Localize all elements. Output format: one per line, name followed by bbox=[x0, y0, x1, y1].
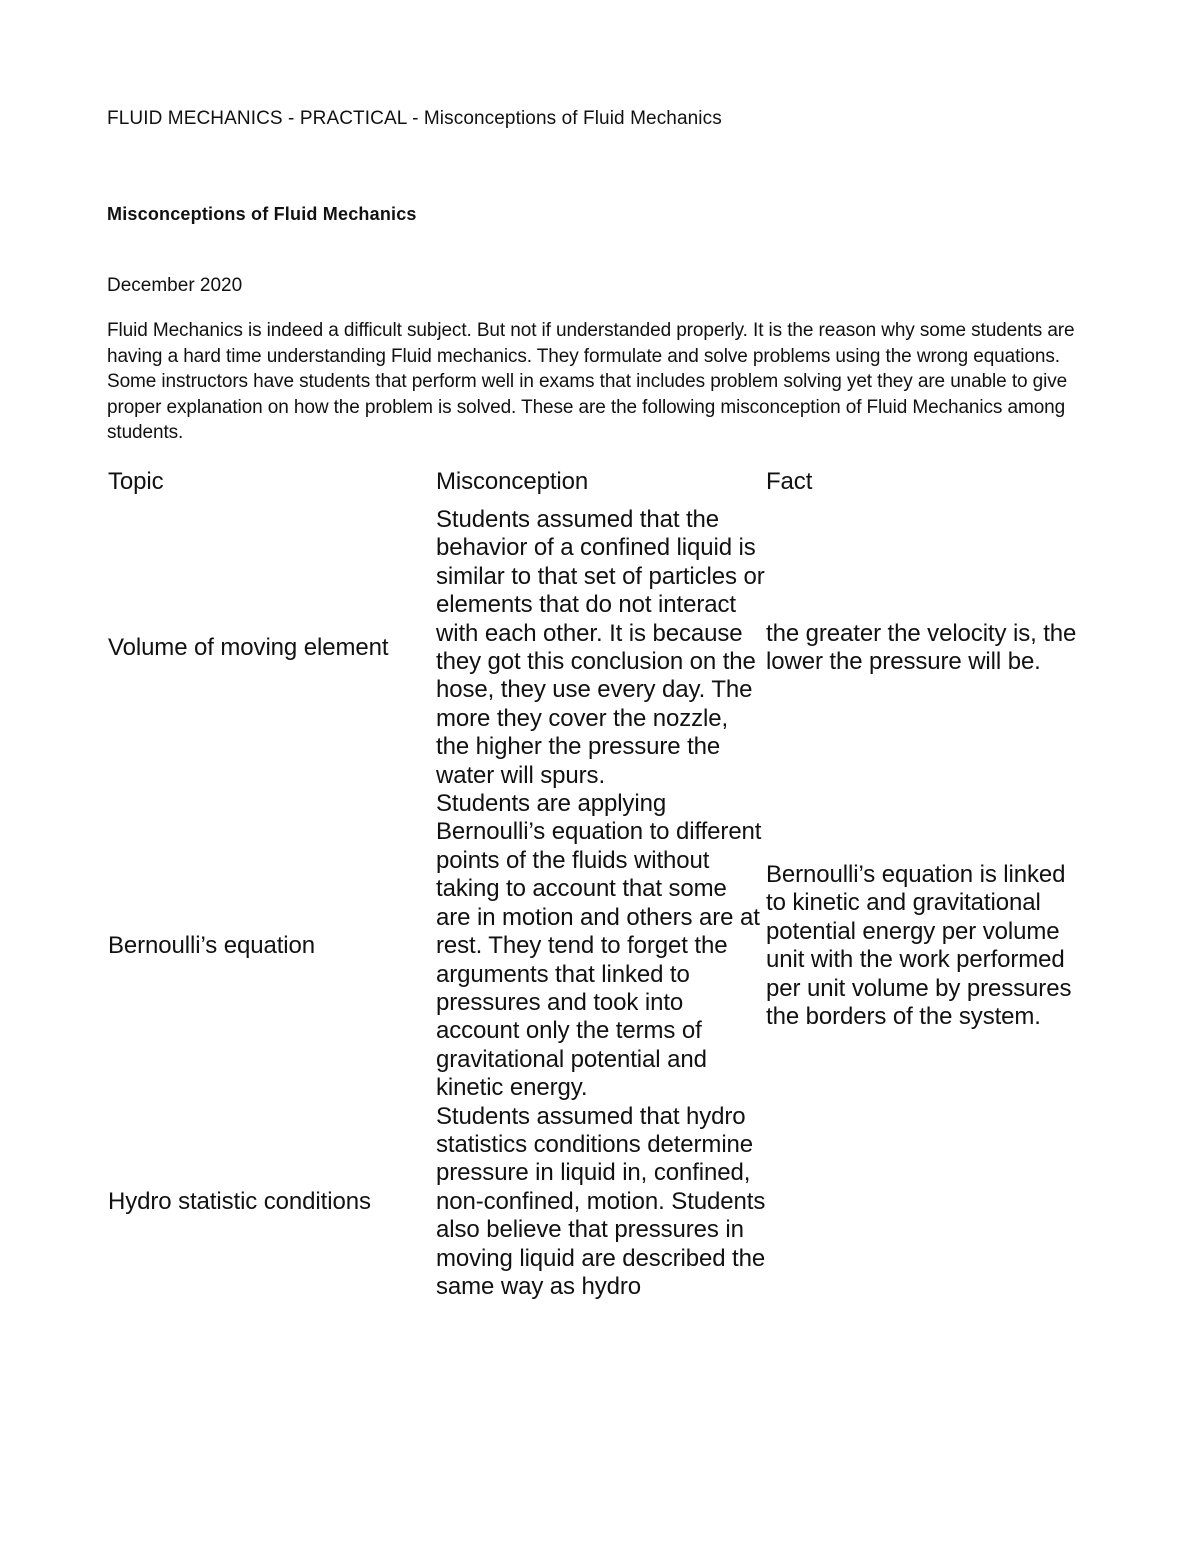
header-topic: Topic bbox=[108, 468, 164, 495]
misconception-cell: Students are applying Bernoulli’s equation to different points of the fluids without taking to account that some are in motion and others are at rest. They tend to forget the arguments that linked to pressures and took into account only the terms of gravitational potential and kinetic energy. bbox=[436, 790, 762, 1102]
document-date: December 2020 bbox=[107, 275, 243, 296]
fact-cell: Bernoulli’s equation is linked to kinetic and gravitational potential energy per volume unit with the work performed per unit volume by pressures the borders of the system. bbox=[766, 861, 1072, 1031]
misconception-cell: Students assumed that hydro statistics conditions determine pressure in liquid in, confined, non-confined, motion. Students also believe that pressures in moving liquid are described the same way as hydro bbox=[436, 1102, 766, 1300]
header-fact: Fact bbox=[766, 468, 813, 495]
topic-cell: Bernoulli’s equation bbox=[108, 932, 316, 960]
misconceptions-table bbox=[108, 466, 1098, 1301]
table-row bbox=[108, 1103, 1098, 1302]
topic-cell: Volume of moving element bbox=[108, 633, 389, 661]
table-row bbox=[108, 790, 1098, 1102]
header-misconception: Misconception bbox=[436, 468, 589, 495]
misconception-cell: Students assumed that the behavior of a confined liquid is similar to that set of particles or elements that do not interact with each other. It is because they got this conclusion on the hose, they use every day. The more they cover the nozzle, the higher the pressure the water will spurs. bbox=[436, 506, 765, 789]
topic-cell: Hydro statistic conditions bbox=[108, 1187, 371, 1215]
document-title: Misconceptions of Fluid Mechanics bbox=[107, 204, 417, 224]
table-header-row bbox=[108, 466, 1098, 498]
document-header: FLUID MECHANICS - PRACTICAL - Misconceptions of Fluid Mechanics bbox=[107, 108, 722, 129]
table-row bbox=[108, 506, 1098, 790]
fact-cell: the greater the velocity is, the lower the pressure will be. bbox=[766, 619, 1077, 676]
intro-paragraph: Fluid Mechanics is indeed a difficult subject. But not if understanded properly. It is the reason why some students are having a hard time understanding Fluid mechanics. They formulate and solve problems using the wrong equations. Some instructors have students that perform well in exams that includes problem solving yet they are unable to give proper explanation on how the problem is solved. These are the following misconception of Fluid Mechanics among students. bbox=[107, 320, 1075, 443]
